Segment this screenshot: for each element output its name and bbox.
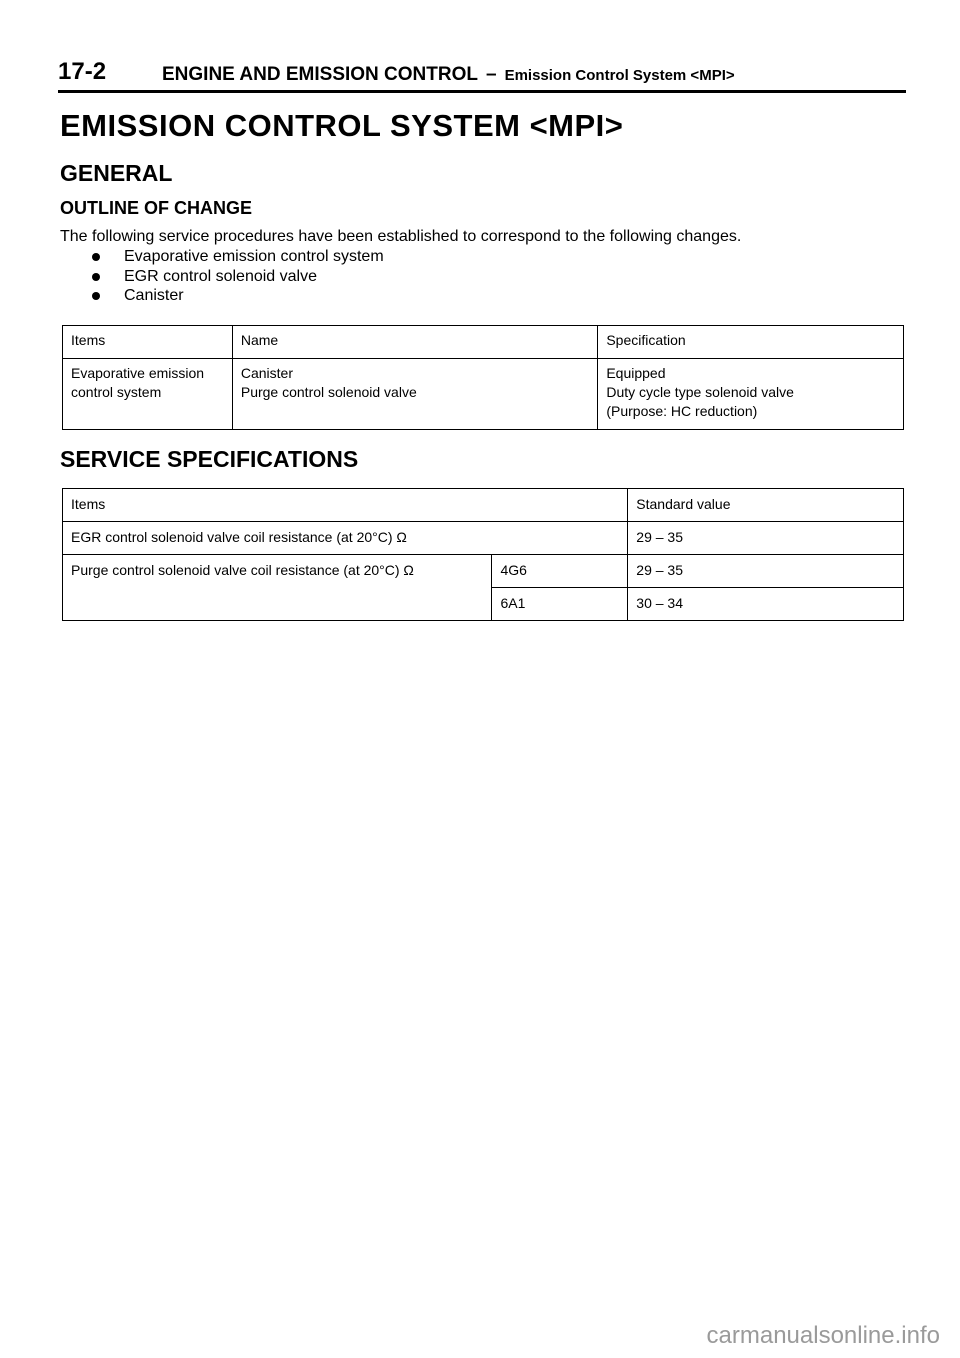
table-cell-specification bbox=[598, 359, 904, 430]
bullet-dot-icon bbox=[92, 253, 100, 261]
bullet-text: EGR control solenoid valve bbox=[124, 267, 317, 285]
cell-line: Duty cycle type solenoid valve bbox=[606, 384, 794, 400]
table-header-row bbox=[63, 489, 904, 522]
service-specifications-table bbox=[62, 488, 904, 621]
table-header-cell: Name bbox=[232, 326, 597, 359]
table-cell-value: 29 – 35 bbox=[628, 555, 904, 588]
table-header-cell: Items bbox=[63, 326, 233, 359]
table-cell-value: 29 – 35 bbox=[628, 522, 904, 555]
table-cell-engine: 4G6 bbox=[492, 555, 628, 588]
header-section-title bbox=[162, 64, 735, 86]
list-item bbox=[92, 247, 384, 267]
table-cell-item bbox=[63, 359, 233, 430]
page-title: EMISSION CONTROL SYSTEM <MPI> bbox=[60, 108, 624, 143]
cell-line: (Purpose: HC reduction) bbox=[606, 403, 758, 419]
table-header-cell: Standard value bbox=[628, 489, 904, 522]
table-header-cell: Specification bbox=[598, 326, 904, 359]
header-dash: – bbox=[485, 64, 497, 85]
service-specifications-heading: SERVICE SPECIFICATIONS bbox=[60, 446, 359, 472]
table-header-cell: Items bbox=[63, 489, 628, 522]
bullet-text: Canister bbox=[124, 287, 184, 304]
table-cell-item: Purge control solenoid valve coil resistance (at 20°C) Ω bbox=[63, 555, 492, 621]
cell-line: Equipped bbox=[606, 365, 666, 381]
cell-line: Evaporative emission bbox=[71, 365, 205, 381]
cell-line: Purge control solenoid valve bbox=[240, 384, 417, 400]
list-item bbox=[92, 286, 384, 306]
watermark: carmanualsonline.info bbox=[706, 1322, 940, 1349]
outline-heading: OUTLINE OF CHANGE bbox=[60, 198, 252, 218]
cell-line: control system bbox=[71, 384, 162, 400]
bullet-dot-icon bbox=[92, 273, 100, 281]
table-header-row bbox=[63, 326, 904, 359]
page-header bbox=[58, 58, 906, 93]
header-subsection: Emission Control System <MPI> bbox=[504, 67, 735, 84]
table-cell-item: EGR control solenoid valve coil resistance (at 20°C) Ω bbox=[63, 522, 628, 555]
intro-paragraph: The following service procedures have been established to correspond to the following changes. bbox=[60, 228, 742, 245]
table-row bbox=[63, 522, 904, 555]
general-heading: GENERAL bbox=[60, 160, 173, 186]
bullet-text: Evaporative emission control system bbox=[124, 248, 384, 265]
header-section-text: ENGINE AND EMISSION CONTROL bbox=[162, 64, 478, 85]
table-cell-name bbox=[232, 359, 597, 430]
change-bullet-list bbox=[92, 247, 384, 306]
table-cell-engine: 6A1 bbox=[492, 588, 628, 621]
cell-line: Canister bbox=[240, 365, 293, 381]
outline-of-change-table bbox=[62, 325, 904, 430]
table-row bbox=[63, 359, 904, 430]
table-cell-value: 30 – 34 bbox=[628, 588, 904, 621]
table-row bbox=[63, 555, 904, 588]
list-item bbox=[92, 267, 384, 287]
page-number: 17-2 bbox=[58, 58, 107, 85]
bullet-dot-icon bbox=[92, 292, 100, 300]
